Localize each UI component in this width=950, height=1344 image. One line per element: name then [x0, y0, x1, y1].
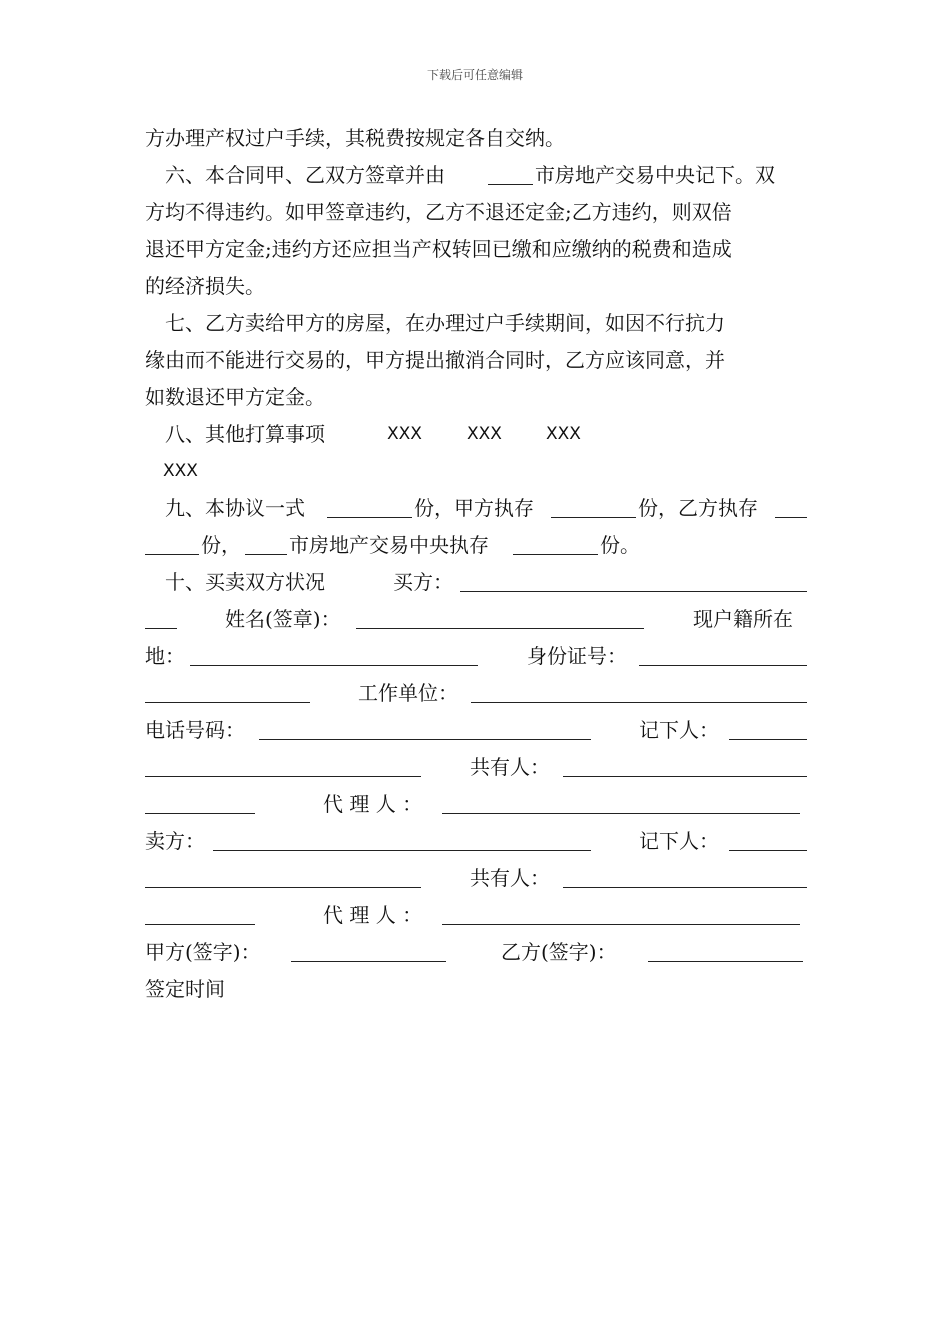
- blank-city-2[interactable]: [245, 554, 287, 555]
- blank-copies-party-b[interactable]: [775, 517, 807, 518]
- field-buyer-phone[interactable]: [259, 739, 591, 740]
- seller-agent-line: 代 理 人 ：: [145, 897, 807, 934]
- field-seller[interactable]: [213, 850, 591, 851]
- buyer-phone-line: 电话号码： 记下人：: [145, 712, 807, 749]
- field-buyer-coowner[interactable]: [563, 776, 807, 777]
- clause-7-line-2: 缘由而不能进行交易的，甲方提出撤消合同时，乙方应该同意，并: [145, 348, 725, 372]
- field-seller-agent[interactable]: [442, 924, 800, 925]
- buyer-agent-line: 代 理 人 ：: [145, 786, 807, 823]
- field-buyer-coowner-cont[interactable]: [145, 813, 255, 814]
- clause-6-line-3: 退还甲方定金;违约方还应担当产权转回已缴和应缴纳的税费和造成: [145, 237, 732, 261]
- clause-9-line-1: 九、本协议一式 份，甲方执存 份，乙方执存: [145, 490, 807, 527]
- field-buyer-residence[interactable]: [190, 665, 478, 666]
- field-seller-recorder[interactable]: [729, 850, 807, 851]
- field-seller-recorder-cont[interactable]: [145, 887, 421, 888]
- field-buyer-agent[interactable]: [442, 813, 800, 814]
- buyer-residence-line: 地： 身份证号：: [145, 638, 807, 675]
- seller-line: 卖方： 记下人：: [145, 823, 807, 860]
- field-buyer[interactable]: [460, 591, 807, 592]
- blank-city[interactable]: [488, 184, 533, 185]
- clause-5-tail: 方办理产权过户手续，其税费按规定各自交纳。: [145, 126, 565, 150]
- field-buyer-recorder[interactable]: [729, 739, 807, 740]
- clause-8-cont: XXX: [163, 461, 198, 481]
- clause-6-line-4: 的经济损失。: [145, 274, 265, 298]
- field-buyer-id[interactable]: [639, 665, 807, 666]
- blank-copies-party-a[interactable]: [551, 517, 636, 518]
- field-seller-coowner[interactable]: [563, 887, 807, 888]
- field-buyer-recorder-cont[interactable]: [145, 776, 421, 777]
- clause-8: 八、其他打算事项 XXX XXX XXX: [165, 422, 581, 446]
- seller-coowner-line: 共有人：: [145, 860, 807, 897]
- blank-copies-center[interactable]: [513, 554, 598, 555]
- page-header: 下载后可任意编辑: [426, 68, 523, 82]
- field-party-b-signature[interactable]: [648, 961, 803, 962]
- buyer-name-line: 姓名(签章)： 现户籍所在: [145, 601, 807, 638]
- field-buyer-id-cont[interactable]: [145, 702, 310, 703]
- field-seller-coowner-cont[interactable]: [145, 924, 255, 925]
- blank-copies-total[interactable]: [327, 517, 412, 518]
- clause-10-line-1: 十、买卖双方状况 买方：: [145, 564, 807, 601]
- signature-line: 甲方(签字)： 乙方(签字)：: [145, 934, 807, 971]
- contract-body: [145, 120, 807, 1008]
- buyer-work-line: 工作单位：: [145, 675, 807, 712]
- field-buyer-employer[interactable]: [471, 702, 807, 703]
- field-party-a-signature[interactable]: [291, 961, 446, 962]
- clause-9-line-2: 份， 市房地产交易中央执存 份。: [145, 527, 807, 564]
- clause-6-line-2: 方均不得违约。如甲签章违约，乙方不退还定金;乙方违约，则双倍: [145, 200, 732, 224]
- field-buyer-name[interactable]: [356, 628, 644, 629]
- clause-7-line-1: 七、乙方卖给甲方的房屋，在办理过户手续期间，如因不行抗力: [165, 311, 725, 335]
- clause-6-line-1: 六、本合同甲、乙双方签章并由 市房地产交易中央记下。双: [165, 163, 775, 187]
- blank-copies-party-b-cont[interactable]: [145, 554, 199, 555]
- sign-date-line: 签定时间: [145, 977, 225, 1001]
- clause-7-line-3: 如数退还甲方定金。: [145, 385, 325, 409]
- field-buyer-cont[interactable]: [145, 628, 177, 629]
- buyer-coowner-line: 共有人：: [145, 749, 807, 786]
